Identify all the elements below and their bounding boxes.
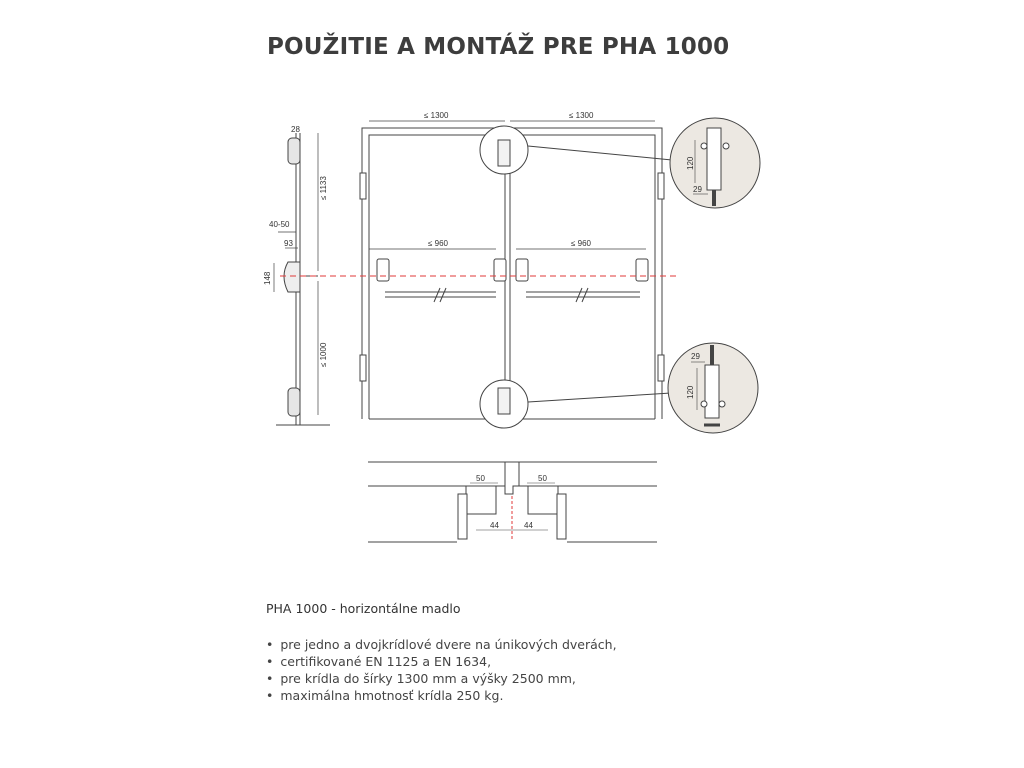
plan-view xyxy=(368,462,657,542)
front-dim-width-left: ≤ 1300 xyxy=(424,111,449,120)
front-dim-handle-right: ≤ 960 xyxy=(571,239,591,248)
side-dim-depth: 40-50 xyxy=(269,220,290,229)
plan-dim-right-depth: 50 xyxy=(538,474,547,483)
side-dim-top: 28 xyxy=(291,125,300,134)
side-dim-handle-height: 148 xyxy=(263,271,272,285)
detail-bottom-dim-length: 120 xyxy=(686,385,695,399)
feature-item: • certifikované EN 1125 a EN 1634, xyxy=(266,653,617,670)
feature-item: • pre krídla do šírky 1300 mm a výšky 2500 mm, xyxy=(266,670,617,687)
side-dim-offset: 93 xyxy=(284,239,293,248)
front-dim-handle-left: ≤ 960 xyxy=(428,239,448,248)
feature-item: • maximálna hmotnosť krídla 250 kg. xyxy=(266,687,617,704)
page-title: POUŽITIE A MONTÁŽ PRE PHA 1000 xyxy=(267,34,730,60)
plan-dim-right-offset: 44 xyxy=(524,521,533,530)
side-dim-lower-height: ≤ 1000 xyxy=(319,342,328,367)
front-view xyxy=(360,121,687,428)
feature-list xyxy=(266,636,617,704)
detail-top-dim-length: 120 xyxy=(686,156,695,170)
product-subtitle: PHA 1000 - horizontálne madlo xyxy=(266,601,461,616)
plan-dim-left-depth: 50 xyxy=(476,474,485,483)
detail-bottom xyxy=(668,343,758,433)
side-dim-upper-height: ≤ 1133 xyxy=(319,176,328,200)
plan-dim-left-offset: 44 xyxy=(490,521,499,530)
detail-bottom-dim-gap: 29 xyxy=(691,352,700,361)
detail-top xyxy=(670,118,760,208)
detail-top-dim-gap: 29 xyxy=(693,185,702,194)
front-dim-width-right: ≤ 1300 xyxy=(569,111,594,120)
feature-item: • pre jedno a dvojkrídlové dvere na únikových dverách, xyxy=(266,636,617,653)
